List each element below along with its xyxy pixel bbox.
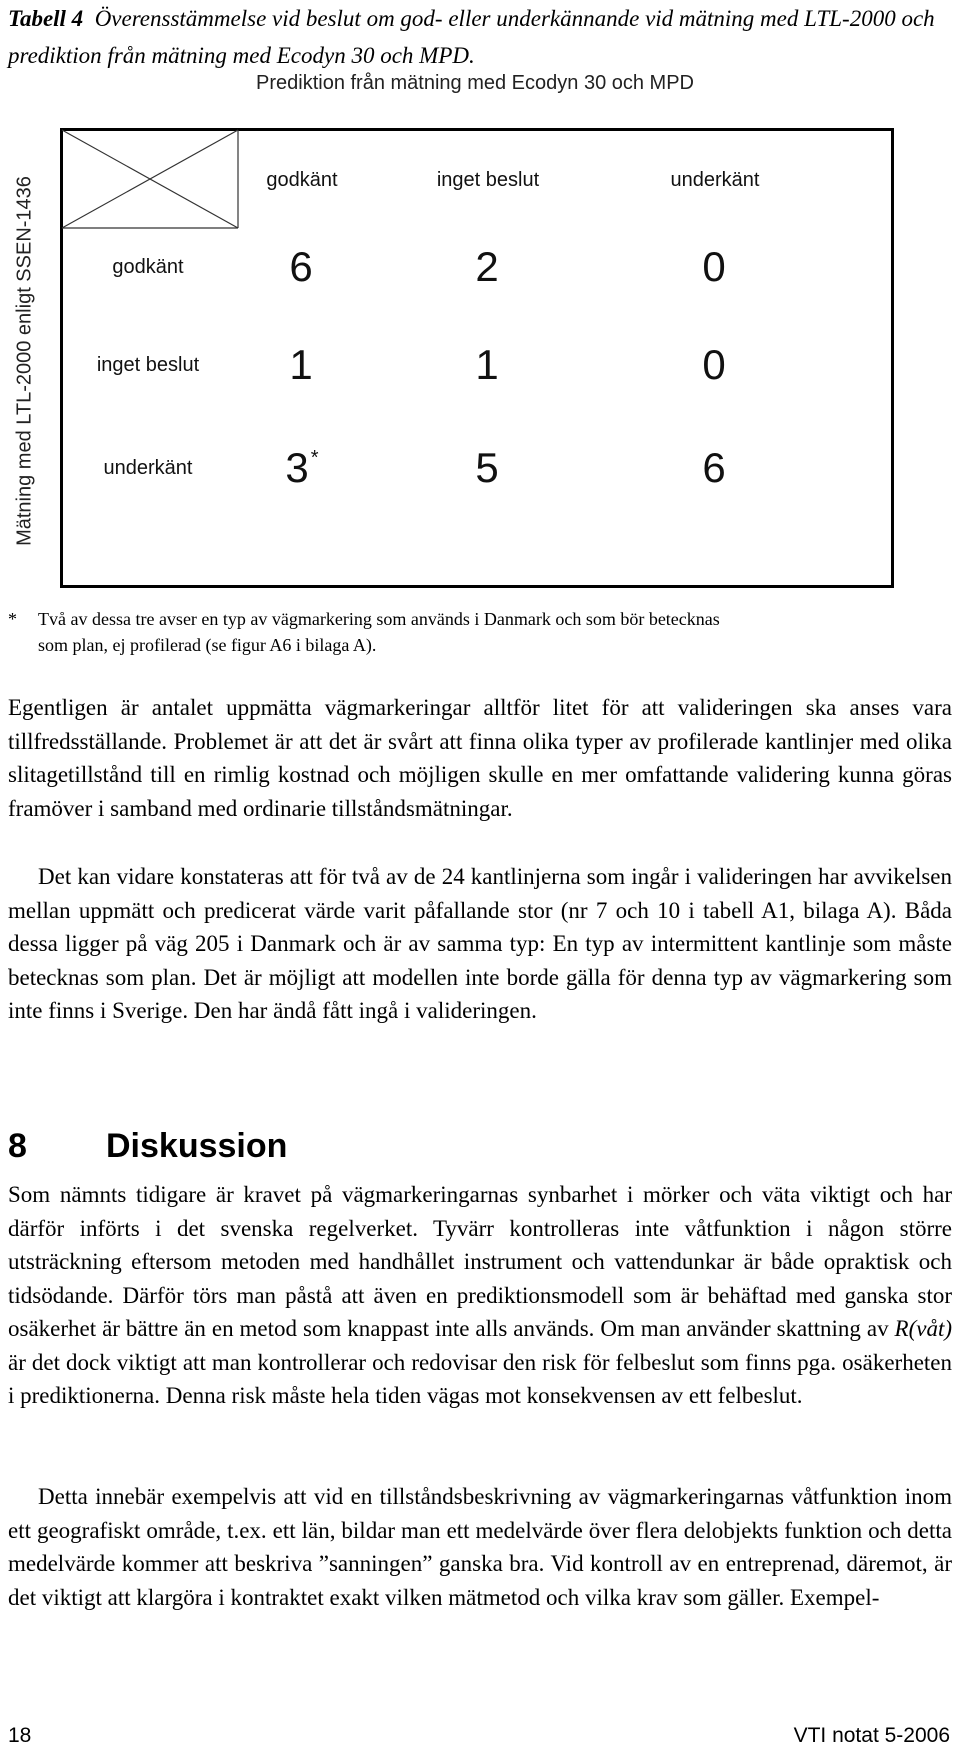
column-axis-title: Prediktion från mätning med Ecodyn 30 och MPD — [256, 72, 694, 94]
page-footer — [8, 1724, 950, 1748]
section-number: 8 — [8, 1127, 27, 1165]
table-cell: 3 * — [285, 444, 319, 491]
col-header-rejected: underkänt — [670, 168, 760, 191]
agreement-table — [60, 128, 894, 588]
page-number: 18 — [8, 1724, 32, 1747]
r-wet-term: R(våt) — [894, 1316, 952, 1341]
footnote-line-1: Två av dessa tre avser en typ av vägmarkering som används i Danmark och som bör betecknas — [38, 609, 720, 629]
table-cell: 0 — [702, 243, 726, 290]
footnote-marker: * — [8, 609, 17, 629]
section-heading — [8, 1127, 287, 1166]
paragraph-2: Det kan vidare konstateras att för två av de 24 kantlinjerna som ingår i valideringen har avvikelsen mellan uppmätt och predicerat värde varit påfallande stor (nr 7 och 10 i tabell A1, bilaga A). Båda dessa ligger på väg 205 i Danmark och är av samma typ: En typ av intermittent kantlinje som måste betecknas som plan. Det är möjligt att modellen inte borde gälla för denna typ av vägmarkering som inte finns i Sverige. Den har ändå fått ingå i valideringen. — [8, 864, 952, 1023]
section-title: Diskussion — [106, 1127, 288, 1165]
table-cell: 6 — [702, 444, 726, 491]
paragraph-4: Detta innebär exempelvis att vid en tillståndsbeskrivning av vägmarkeringarnas våtfunktion inom ett geografiskt område, t.ex. ett län, bildar man ett medelvärde över flera delobjekts funktion och detta medelvärde kommer att beskriva ”sanningen” ganska bra. Vid kontroll av en entreprenad, däremot, är det viktigt att klargöra i kontraktet exakt vilken mätmetod och vilka krav som gäller. Exempel- — [8, 1484, 952, 1610]
table-cell: 1 — [289, 341, 313, 388]
table-cell: 6 — [289, 243, 313, 290]
row-header-rejected: underkänt — [103, 456, 193, 479]
table-caption — [8, 0, 956, 74]
caption-text: Överensstämmelse vid beslut om god- eller underkännande vid mätning med LTL-2000 och prediktion från mätning med Ecodyn 30 och MPD. — [8, 6, 935, 68]
table-cell: 5 — [475, 444, 499, 491]
table-footnote — [8, 606, 956, 658]
table-cell: 0 — [702, 341, 726, 388]
table-cell: 2 — [475, 243, 499, 290]
col-header-approved: godkänt — [266, 168, 338, 191]
table-cell: 1 — [475, 341, 499, 388]
footnote-line-2: som plan, ej profilerad (se figur A6 i bilaga A). — [38, 635, 377, 655]
paragraph-3: Som nämnts tidigare är kravet på vägmarkeringarnas synbarhet i mörker och väta viktigt och har därför införts i det svenska regelverket. Tyvärr kontrolleras inte våtfunktion i någon större utsträckning eftersom metoden med handhållet instrument och vattendunkar är både opraktisk och tidsödande. Därför törs man påstå att även en prediktionsmodell som är behäftad med ganska stor osäkerhet är bättre än en metod som knappast inte alls används. Om man använder skattning av R(våt) är det dock viktigt att man kontrollerar och redovisar den risk för felbeslut som finns pga. osäkerheten i prediktionerna. Denna risk måste hela tiden vägas mot konsekvensen av ett felbeslut. — [8, 1182, 952, 1408]
paragraph-1: Egentligen är antalet uppmätta vägmarkeringar alltför litet för att valideringen ska anses vara tillfredsställande. Problemet är att det är svårt att finna olika typer av profilerade kantlinjer med olika slitagetillstånd till en rimlig kostnad och möjligen skulle en mer omfattande validering kunna göras framöver i samband med ordinarie tillståndsmätningar. — [8, 695, 952, 821]
caption-label: Tabell 4 — [8, 6, 84, 31]
row-header-no-decision: inget beslut — [96, 353, 200, 376]
col-header-no-decision: inget beslut — [436, 168, 540, 191]
row-header-approved: godkänt — [112, 255, 184, 278]
report-series: VTI notat 5-2006 — [793, 1724, 950, 1747]
row-axis-title-box — [0, 136, 50, 586]
row-axis-title: Mätning med LTL-2000 enligt SSEN-1436 — [13, 176, 36, 546]
